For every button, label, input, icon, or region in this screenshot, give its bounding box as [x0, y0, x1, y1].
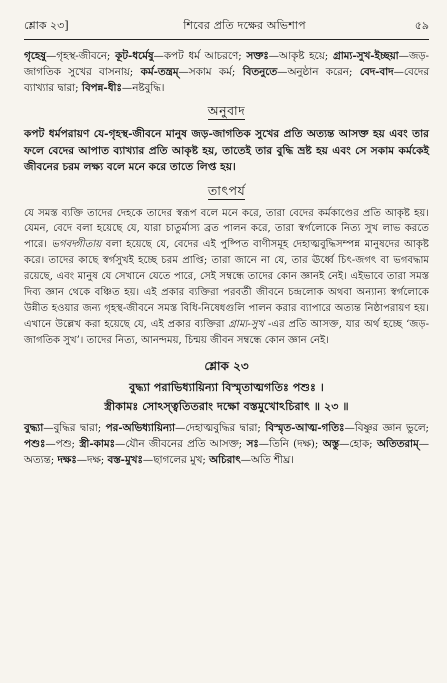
- text-run: —বুদ্ধির দ্বারা;: [43, 421, 106, 434]
- term: সঃ: [246, 437, 259, 450]
- text-run: —হোক;: [339, 437, 377, 450]
- word-meanings-verse-22: [24, 48, 429, 96]
- term: অস্তু: [322, 437, 340, 450]
- text-run: —যৌন জীবনের প্রতি আসক্ত;: [115, 437, 247, 450]
- italic-term: গ্রাম্য-সুখ: [228, 318, 265, 330]
- term: বিপন্ন-ধীঃ: [81, 82, 122, 95]
- text-run: —বেদের ব্যাখ্যার দ্বারা;: [24, 66, 429, 95]
- text-run: —নষ্টবুদ্ধি।: [121, 82, 165, 95]
- text-run: —জড়-জাগতিক সুখের বাসনায়;: [24, 50, 429, 79]
- translation-heading: অনুবাদ: [207, 103, 246, 119]
- text-run: —অনুষ্ঠান করেন;: [277, 66, 360, 79]
- term: গৃহেষু: [24, 50, 46, 62]
- term: দক্ষঃ: [57, 453, 77, 466]
- verse-reference: শ্লোক ২৩]: [24, 19, 69, 32]
- chapter-title: শিবের প্রতি দক্ষের অভিশাপ: [183, 19, 306, 32]
- running-header: [24, 8, 429, 40]
- text-run: যে সমস্ত ব্যক্তি তাদের দেহকে তাদের স্বরূপ বলে মনে করে, তারা বেদের কর্মকাণ্ডের প্রতি আকৃষ্ট হয়। যেমন, বেদে বলা হয়েছে যে, যারা চাতুর্মাস্য ব্রত পালন করে, তারা স্বর্গলোকে নিত্য সুখ লাভ করতে পারে।: [24, 207, 429, 251]
- text-run: —দক্ষ;: [76, 453, 108, 466]
- text-run: —গৃহস্থ-জীবনে;: [45, 50, 116, 62]
- purport-heading: তাৎপর্য: [207, 182, 246, 198]
- term: পশুঃ: [24, 437, 46, 450]
- term: কর্ম-তন্ত্রম্: [140, 66, 179, 79]
- text-run: —দেহাত্মবুদ্ধির দ্বারা;: [175, 421, 266, 434]
- text-run: —ছাগলের মুখ;: [142, 453, 210, 466]
- text-run: —কপট ধর্ম আচরণে;: [153, 50, 247, 62]
- page-number: ৫৯: [414, 19, 429, 32]
- verse-heading: শ্লোক ২৩: [204, 358, 249, 373]
- word-meanings-verse-23: [24, 420, 429, 468]
- term: অচিরাৎ: [209, 453, 241, 466]
- term: স্ত্রী-কামঃ: [79, 437, 116, 450]
- term: পর-অভিধ্যায়িন্যা: [105, 421, 176, 434]
- term: বুদ্ধ্যা: [24, 421, 44, 434]
- purport-text: [24, 206, 429, 349]
- term: সক্তঃ: [246, 50, 269, 62]
- translation-text: কপট ধর্মপরায়ণ যে-গৃহস্থ-জীবনে মানুষ জড়-জাগতিক সুখের প্রতি অত্যন্ত আসক্ত হয় এবং তার ফলে বেদের আপাত ব্যাখ্যার প্রতি আকৃষ্ট হয়, তাতেই তার বুদ্ধি ভ্রষ্ট হয় এবং সে সকাম কর্মকেই জীবনের চরম লক্ষ্য বলে মনে করে তাতে লিপ্ত হয়।: [24, 128, 429, 174]
- text-run: —বিষ্ণুর জ্ঞান ভুলে;: [344, 421, 429, 434]
- page: [0, 8, 447, 683]
- text-run: -এর প্রতি আসক্ত, যার অর্থ হচ্ছে ‘জড়-জাগতিক সুখ’। তাদের নিত্য, আনন্দময়, চিন্ময় জীবন সম্বন্ধে কোন জ্ঞান নেই।: [24, 318, 429, 346]
- italic-term: ভগবদ্গীতায়: [51, 239, 102, 251]
- term: কূট-ধর্মেষু: [115, 50, 154, 62]
- term: বিস্মৃত-আত্ম-গতিঃ: [265, 421, 345, 434]
- term: বেদ-বাদ: [359, 66, 394, 79]
- term: অতিতরাম্: [377, 437, 419, 450]
- term: বিতনুতে: [242, 66, 278, 79]
- text-run: বলা হয়েছে যে, বেদের এই পুষ্পিত বাণীসমূহ দেহাত্মবুদ্ধিসম্পন্ন মানুষদের আকৃষ্ট করে। তাদের কাছে স্বর্গসুখই হচ্ছে চরম প্রাপ্তি; তারা জানে না যে, তার ঊর্ধ্বে চিৎ-জগৎ বা ভগবদ্ধাম রয়েছে, এবং মানুষ যে সেখানে যেতে পারে, সেই সম্বন্ধে তাদের কোন জ্ঞানই নেই। এইভাবে তারা সমস্ত দিব্য জ্ঞান থেকে বঞ্চিত হয়। এই প্রকার ব্যক্তিরা পরবর্তী জীবনে চন্দ্রলোক অথবা অন্যান্য স্বর্গলোকে উন্নীত হওয়ার জন্য গৃহস্থ-জীবনে সমস্ত বিধি-নিষেধগুলি পালন করার ব্যাপারে অত্যন্ত নিষ্ঠাপরায়ণ হয়। এখানে উল্লেখ করা হয়েছে যে, এই প্রকার ব্যক্তিরা: [24, 239, 429, 330]
- text-run: —সকাম কর্ম;: [178, 66, 243, 79]
- term: গ্রাম্য-সুখ-ইচ্ছয়া: [332, 50, 399, 62]
- text-run: —অত্যন্ত;: [24, 437, 429, 466]
- term: বস্ত-মুখঃ: [107, 453, 143, 466]
- text-run: —অতি শীঘ্র।: [240, 453, 294, 466]
- text-run: —পশু;: [45, 437, 80, 450]
- verse-line-2: স্ত্রীকামঃ সোঽস্ত্বতিতরাং দক্ষো বস্তমুখোঽচিরাৎ ॥ ২৩ ॥: [104, 398, 349, 413]
- verse-line-1: বুদ্ধ্যা পরাভিধ্যায়িন্যা বিস্মৃতাত্মগতিঃ পশুঃ ।: [129, 379, 324, 394]
- text-run: —তিনি (দক্ষ);: [258, 437, 323, 450]
- text-run: —আকৃষ্ট হয়ে;: [268, 50, 333, 62]
